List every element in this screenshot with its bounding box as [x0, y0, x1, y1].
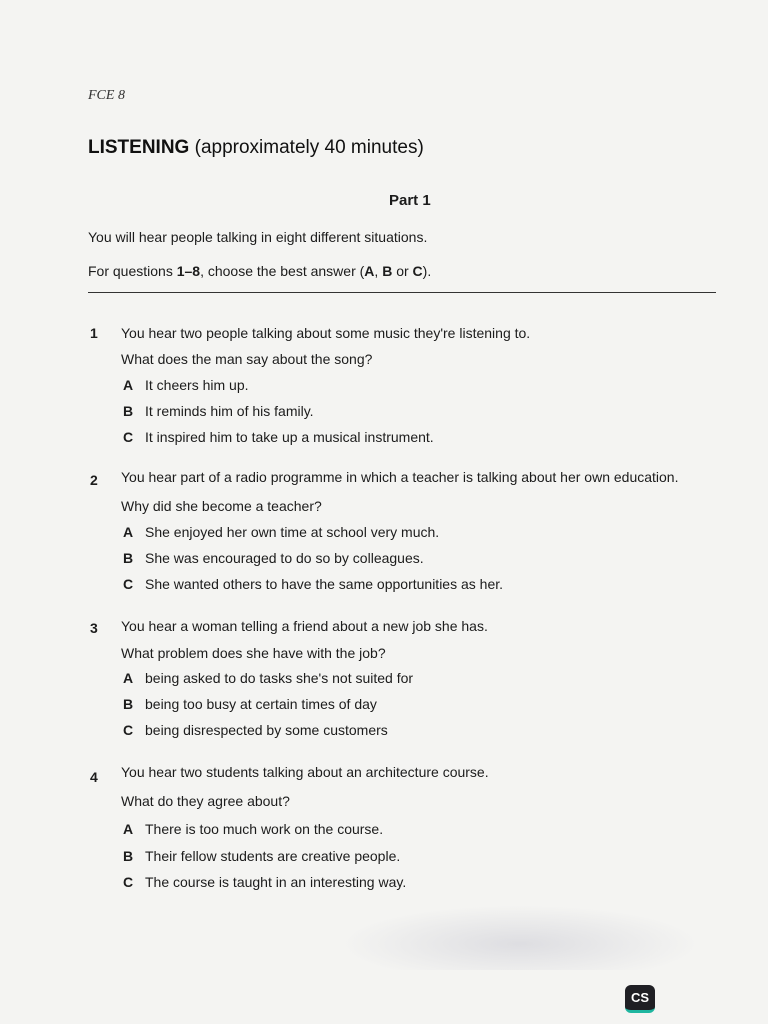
question-context: You hear part of a radio programme in which a teacher is talking about her own education. — [121, 469, 679, 485]
option-c — [123, 874, 406, 890]
option-a — [123, 821, 383, 837]
option-text: being disrespected by some customers — [145, 722, 388, 738]
option-letter: C — [123, 576, 134, 592]
intro-suffix: ). — [422, 263, 432, 279]
option-letter: B — [123, 403, 134, 419]
option-letter: A — [123, 821, 134, 837]
option-b — [123, 848, 400, 864]
option-letter: A — [123, 670, 134, 686]
intro-range: 1–8 — [176, 263, 201, 279]
section-heading — [88, 137, 424, 159]
running-head: FCE 8 — [88, 88, 125, 103]
intro-prefix: For questions — [88, 263, 177, 279]
option-a — [123, 377, 249, 393]
part-title: Part 1 — [389, 192, 431, 209]
option-text: being asked to do tasks she's not suited for — [145, 670, 414, 686]
option-text: It reminds him of his family. — [145, 403, 314, 419]
intro-letter-b: B — [382, 263, 393, 279]
question-context: You hear two students talking about an architecture course. — [121, 764, 489, 780]
question-number: 2 — [90, 472, 98, 488]
option-b — [123, 550, 424, 566]
section-heading-bold: LISTENING — [88, 137, 190, 158]
intro-line-2 — [88, 263, 431, 279]
question-number: 1 — [90, 325, 98, 341]
option-letter: C — [123, 722, 134, 738]
section-heading-rest: (approximately 40 minutes) — [189, 137, 424, 158]
option-a — [123, 524, 439, 540]
option-text: The course is taught in an interesting way. — [145, 874, 407, 890]
scan-speckle-noise — [340, 905, 700, 970]
question-number: 4 — [90, 769, 98, 785]
option-letter: A — [123, 377, 134, 393]
option-a — [123, 670, 413, 686]
option-text: She enjoyed her own time at school very much. — [145, 524, 440, 540]
option-c — [123, 429, 434, 445]
question-prompt: Why did she become a teacher? — [121, 498, 322, 514]
option-c — [123, 722, 388, 738]
intro-sep-2: or — [392, 263, 413, 279]
option-letter: B — [123, 550, 134, 566]
question-number: 3 — [90, 620, 98, 636]
option-text: Their fellow students are creative people. — [145, 848, 401, 864]
option-letter: C — [123, 874, 134, 890]
intro-letter-a: A — [364, 263, 375, 279]
option-c — [123, 576, 503, 592]
intro-line-1: You will hear people talking in eight different situations. — [88, 229, 428, 245]
option-text: It inspired him to take up a musical instrument. — [145, 429, 434, 445]
intro-letter-c: C — [412, 263, 423, 279]
option-text: being too busy at certain times of day — [145, 696, 377, 712]
option-b — [123, 403, 314, 419]
intro-mid: , choose the best answer ( — [200, 263, 365, 279]
option-text: There is too much work on the course. — [145, 821, 384, 837]
question-prompt: What does the man say about the song? — [121, 351, 373, 367]
question-prompt: What do they agree about? — [121, 793, 290, 809]
option-text: It cheers him up. — [145, 377, 249, 393]
option-letter: B — [123, 848, 134, 864]
option-letter: A — [123, 524, 134, 540]
option-letter: C — [123, 429, 134, 445]
intro-sep-1: , — [374, 263, 383, 279]
question-context: You hear two people talking about some music they're listening to. — [121, 325, 531, 341]
camscanner-logo-icon: CS — [625, 985, 655, 1013]
divider-rule — [88, 292, 716, 293]
question-prompt: What problem does she have with the job? — [121, 645, 386, 661]
option-text: She wanted others to have the same opportunities as her. — [145, 576, 504, 592]
option-text: She was encouraged to do so by colleagues. — [145, 550, 424, 566]
question-context: You hear a woman telling a friend about a new job she has. — [121, 618, 488, 634]
option-letter: B — [123, 696, 134, 712]
option-b — [123, 696, 377, 712]
